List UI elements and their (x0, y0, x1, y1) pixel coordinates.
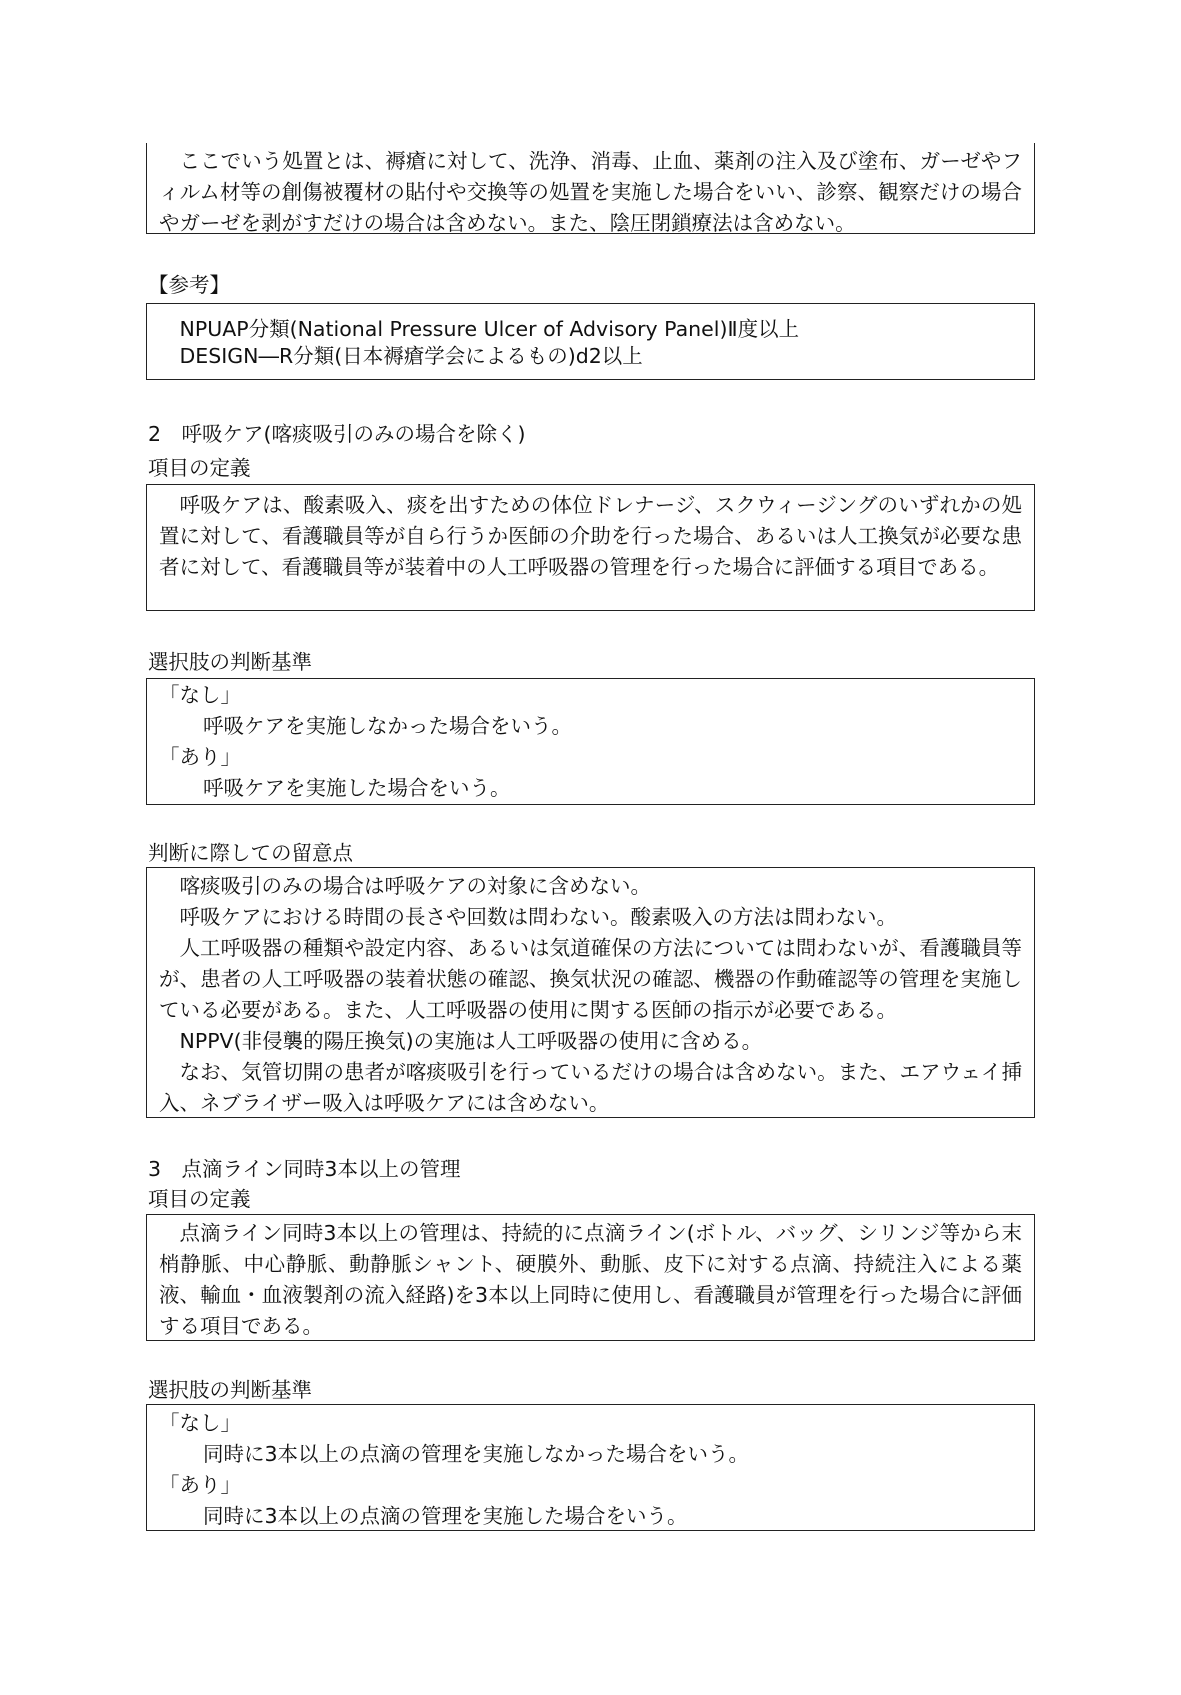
section3-option-none: 「なし」 (159, 1411, 241, 1435)
section2-option-none: 「なし」 (159, 683, 241, 707)
section3-title: 3 点滴ライン同時3本以上の管理 (148, 1157, 461, 1181)
section2-title: 2 呼吸ケア(喀痰吸引のみの場合を除く) (148, 422, 526, 446)
section3-option-yes: 「あり」 (159, 1473, 241, 1497)
section2-definition-label: 項目の定義 (148, 456, 251, 480)
section2-note-1: 喀痰吸引のみの場合は呼吸ケアの対象に含めない。 (179, 874, 651, 898)
section2-note-2: 呼吸ケアにおける時間の長さや回数は問わない。酸素吸入の方法は問わない。 (179, 905, 897, 929)
section3-criteria-box (146, 1404, 1035, 1531)
section2-criteria-box (146, 678, 1035, 805)
reference-line-design: DESIGN―R分類(日本褥瘡学会によるもの)d2以上 (179, 344, 643, 368)
reference-box (146, 303, 1035, 380)
treatment-definition-box (146, 143, 1035, 234)
section3-definition-box (146, 1214, 1035, 1341)
section2-note-4: NPPV(非侵襲的陽圧換気)の実施は人工呼吸器の使用に含める。 (179, 1029, 763, 1053)
reference-heading: 【参考】 (148, 273, 230, 297)
section2-note-5: なお、気管切開の患者が喀痰吸引を行っているだけの場合は含めない。また、エアウェイ挿入、ネブライザー吸入は呼吸ケアには含めない。 (159, 1060, 1022, 1115)
section2-criteria-label: 選択肢の判断基準 (148, 650, 312, 674)
section2-note-3: 人工呼吸器の種類や設定内容、あるいは気道確保の方法については問わないが、看護職員等が、患者の人工呼吸器の装着状態の確認、換気状況の確認、機器の作動確認等の管理を実施している必要がある。また、人工呼吸器の使用に関する医師の指示が必要である。 (159, 936, 1022, 1022)
section3-option-yes-desc: 同時に3本以上の点滴の管理を実施した場合をいう。 (203, 1504, 688, 1528)
section3-criteria-label: 選択肢の判断基準 (148, 1378, 312, 1402)
reference-line-npuap: NPUAP分類(National Pressure Ulcer of Advisory Panel)Ⅱ度以上 (179, 317, 800, 341)
section3-option-none-desc: 同時に3本以上の点滴の管理を実施しなかった場合をいう。 (203, 1442, 750, 1466)
section3-definition-text: 点滴ライン同時3本以上の管理は、持続的に点滴ライン(ボトル、バッグ、シリンジ等から末梢静脈、中心静脈、動静脈シャント、硬膜外、動脈、皮下に対する点滴、持続注入による薬液、輸血・血液製剤の流入経路)を3本以上同時に使用し、看護職員が管理を行った場合に評価する項目である。 (159, 1221, 1022, 1338)
section2-option-yes-desc: 呼吸ケアを実施した場合をいう。 (203, 776, 511, 800)
treatment-definition-text: ここでいう処置とは、褥瘡に対して、洗浄、消毒、止血、薬剤の注入及び塗布、ガーゼやフィルム材等の創傷被覆材の貼付や交換等の処置を実施した場合をいい、診察、観察だけの場合やガーゼを剥がすだけの場合は含めない。また、陰圧閉鎖療法は含めない。 (159, 149, 1022, 235)
section2-option-none-desc: 呼吸ケアを実施しなかった場合をいう。 (203, 714, 572, 738)
section2-definition-text: 呼吸ケアは、酸素吸入、痰を出すための体位ドレナージ、スクウィージングのいずれかの処置に対して、看護職員等が自ら行うか医師の介助を行った場合、あるいは人工換気が必要な患者に対して、看護職員等が装着中の人工呼吸器の管理を行った場合に評価する項目である。 (159, 493, 1022, 579)
section2-definition-box (146, 484, 1035, 611)
section2-notes-box (146, 867, 1035, 1118)
section2-notes-label: 判断に際しての留意点 (148, 841, 353, 865)
section3-definition-label: 項目の定義 (148, 1187, 251, 1211)
section2-option-yes: 「あり」 (159, 745, 241, 769)
